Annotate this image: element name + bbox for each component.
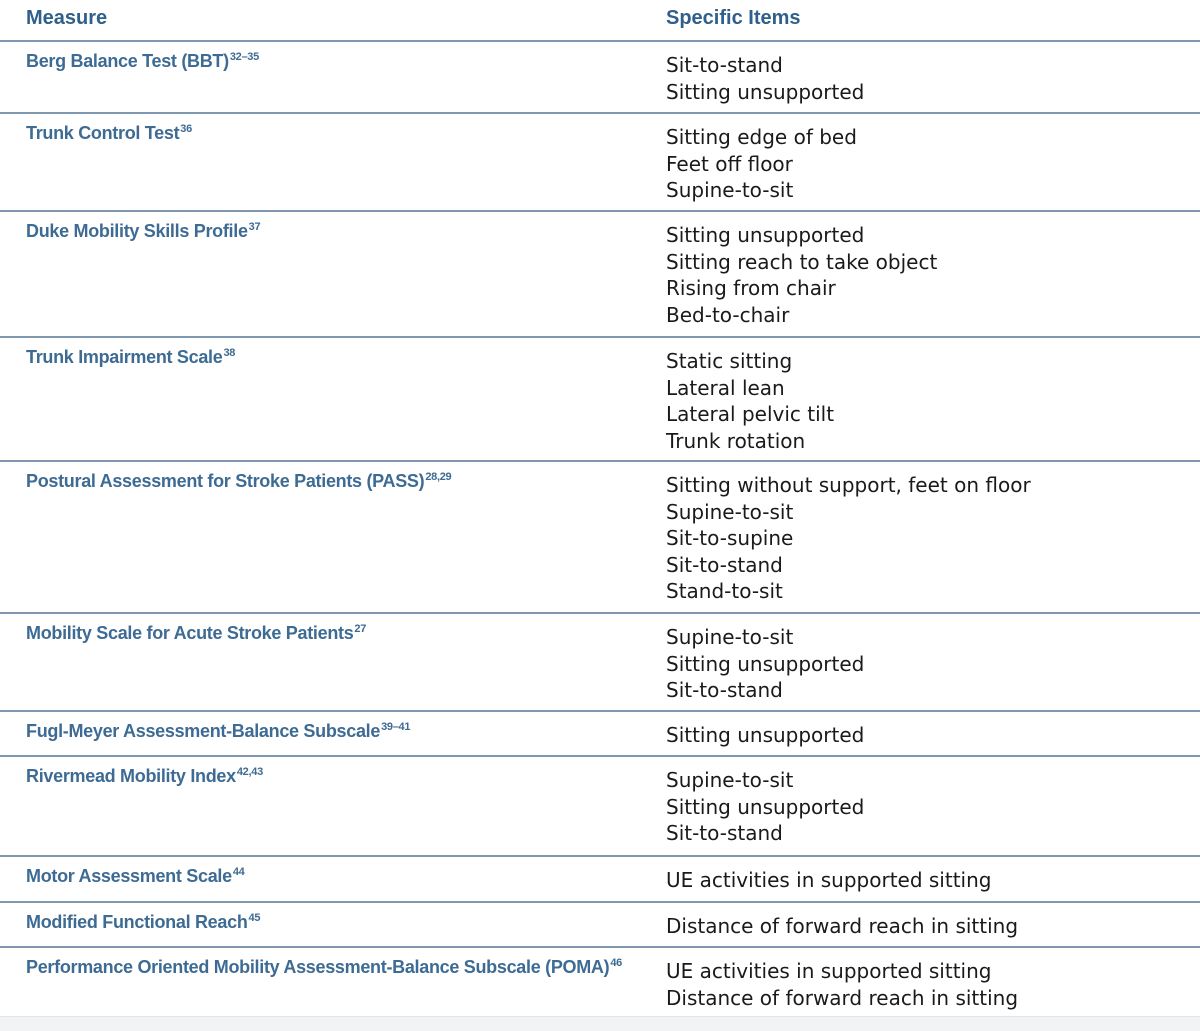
table-row <box>0 857 1200 903</box>
measure-label: Berg Balance Test (BBT) <box>26 51 229 71</box>
measure-label: Trunk Impairment Scale <box>26 347 223 367</box>
specific-item: UE activities in supported sitting <box>666 959 992 983</box>
specific-items <box>666 52 864 105</box>
specific-items <box>666 913 1018 940</box>
reference-superscript: 32–35 <box>229 51 259 63</box>
specific-item: Distance of forward reach in sitting <box>666 914 1019 938</box>
measure-name <box>26 766 263 787</box>
measure-label: Duke Mobility Skills Profile <box>26 221 248 241</box>
specific-item: Bed-to-chair <box>666 302 790 327</box>
reference-superscript: 28,29 <box>425 471 452 483</box>
specific-items <box>666 124 857 204</box>
measure-name <box>26 912 260 933</box>
reference-superscript: 44 <box>232 866 245 878</box>
specific-items <box>666 348 834 454</box>
specific-item: Rising from chair <box>666 276 836 300</box>
reference-superscript: 27 <box>354 623 367 635</box>
measure-label: Rivermead Mobility Index <box>26 766 236 786</box>
specific-items <box>666 222 937 328</box>
specific-items <box>666 867 991 894</box>
table-row <box>0 948 1200 1010</box>
specific-items <box>666 722 864 749</box>
page-footer-band <box>0 1016 1200 1031</box>
specific-item: Sit-to-stand <box>666 821 783 845</box>
measure-name <box>26 123 192 144</box>
table-row <box>0 114 1200 212</box>
table-row <box>0 757 1200 857</box>
specific-item: Sit-to-supine <box>666 526 794 550</box>
specific-item: Lateral lean <box>666 375 785 400</box>
reference-superscript: 39–41 <box>381 721 411 733</box>
reference-superscript: 46 <box>610 957 622 969</box>
specific-items <box>666 624 864 704</box>
table-row <box>0 42 1200 114</box>
specific-item: Distance of forward reach in sitting <box>666 985 1019 1010</box>
specific-item: Supine-to-sit <box>666 499 794 524</box>
specific-items <box>666 767 864 847</box>
specific-item: Sitting unsupported <box>666 794 865 819</box>
reference-superscript: 38 <box>223 347 236 359</box>
measure-name <box>26 866 244 887</box>
table-row <box>0 212 1200 338</box>
measure-name <box>26 957 622 978</box>
measure-label: Postural Assessment for Stroke Patients (PASS) <box>26 471 425 491</box>
specific-item: Sit-to-stand <box>666 678 783 702</box>
reference-superscript: 37 <box>248 221 261 233</box>
specific-item: Sitting without support, feet on floor <box>666 473 1031 497</box>
specific-item: UE activities in supported sitting <box>666 868 992 892</box>
table-row <box>0 614 1200 712</box>
header-measure: Measure <box>26 7 108 29</box>
measure-label: Performance Oriented Mobility Assessment-Balance Subscale (POMA) <box>26 957 610 977</box>
specific-item: Lateral pelvic tilt <box>666 402 835 426</box>
reference-superscript: 42,43 <box>236 766 263 778</box>
specific-item: Stand-to-sit <box>666 579 783 603</box>
measure-label: Trunk Control Test <box>26 123 180 143</box>
measure-name <box>26 221 260 242</box>
specific-item: Sitting unsupported <box>666 223 865 247</box>
specific-item: Sitting edge of bed <box>666 125 857 149</box>
specific-item: Sit-to-stand <box>666 552 783 577</box>
table-header <box>0 0 1200 42</box>
specific-items <box>666 472 1031 605</box>
table-row <box>0 338 1200 462</box>
measure-name <box>26 51 259 72</box>
reference-superscript: 36 <box>180 123 192 135</box>
table-row <box>0 462 1200 614</box>
specific-item: Sitting reach to take object <box>666 249 938 274</box>
specific-item: Sitting unsupported <box>666 79 865 104</box>
specific-item: Trunk rotation <box>666 428 806 453</box>
measure-name <box>26 471 451 492</box>
header-specific-items: Specific Items <box>666 7 801 29</box>
table-body <box>0 42 1200 1010</box>
measure-name <box>26 347 235 368</box>
measure-label: Mobility Scale for Acute Stroke Patients <box>26 623 354 643</box>
specific-item: Sit-to-stand <box>666 53 783 77</box>
measure-label: Motor Assessment Scale <box>26 866 232 886</box>
measure-label: Fugl-Meyer Assessment-Balance Subscale <box>26 721 381 741</box>
specific-item: Static sitting <box>666 349 793 373</box>
specific-item: Sitting unsupported <box>666 651 865 676</box>
specific-item: Supine-to-sit <box>666 625 794 649</box>
measure-label: Modified Functional Reach <box>26 912 248 932</box>
specific-item: Supine-to-sit <box>666 178 794 202</box>
table-row <box>0 712 1200 757</box>
table-row <box>0 903 1200 948</box>
specific-items <box>666 958 1018 1011</box>
specific-item: Sitting unsupported <box>666 723 865 747</box>
measure-name <box>26 623 366 644</box>
reference-superscript: 45 <box>248 912 261 924</box>
measure-name <box>26 721 410 742</box>
specific-item: Supine-to-sit <box>666 768 794 792</box>
specific-item: Feet off floor <box>666 151 793 176</box>
